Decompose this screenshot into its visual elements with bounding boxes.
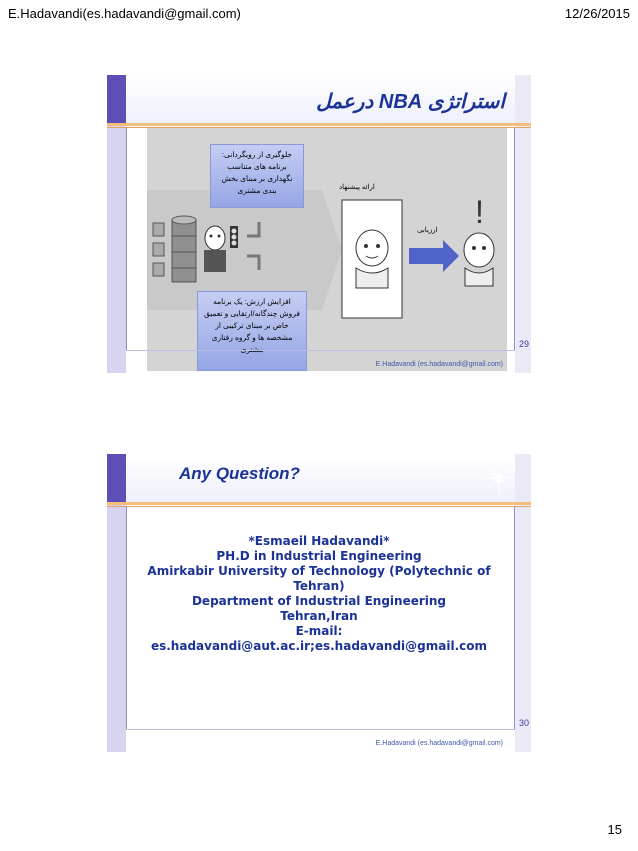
header-date: 12/26/2015	[564, 6, 630, 21]
value-increase-box: افزایش ارزش: یک برنامه فروش چندگانه/ارتقایی و تعمیق خاص بر مبنای ترکیبی از مشخصه ها و گروه رفتاری	[197, 291, 307, 371]
slide-title-rule	[107, 502, 531, 505]
slide-title-rule	[107, 123, 531, 126]
contact-block	[107, 534, 531, 654]
slide-footer-text: E.Hadavandi (es.hadavandi@gmail.com)	[375, 361, 503, 368]
slide-left-bar-top	[107, 454, 126, 502]
slide-title: Any Question?	[179, 464, 300, 483]
contact-university: Amirkabir University of Technology (Polytechnic of	[147, 564, 491, 578]
database-icon	[172, 216, 196, 282]
header-author-email: E.Hadavandi(es.hadavandi@gmail.com)	[8, 6, 241, 21]
offer-label: ارائه پیشنهاد	[339, 184, 375, 191]
nba-strategy-diagram	[147, 128, 507, 371]
contact-university-cont: Tehran)	[293, 579, 345, 593]
exclamation-icon: !	[475, 194, 484, 230]
slide-right-bar	[515, 75, 531, 373]
slide-title-rule-thin	[107, 506, 531, 507]
slide-right-border	[514, 127, 515, 351]
contact-email-label: E-mail:	[295, 624, 343, 638]
evaluation-label: ارزیابی	[417, 227, 438, 234]
document-icons	[153, 223, 164, 276]
page-number: 15	[607, 822, 622, 837]
evaluation-arrow	[409, 240, 459, 272]
customer-service-icon	[356, 230, 388, 288]
slide-footer-divider	[126, 350, 515, 351]
slide-footer-text: E.Hadavandi (es.hadavandi@gmail.com)	[375, 740, 503, 747]
traffic-light-icon	[230, 226, 238, 248]
contact-degree: PH.D in Industrial Engineering	[216, 549, 422, 563]
slide-left-bar-top	[107, 75, 126, 123]
slide-footer-divider	[126, 729, 515, 730]
customer-icon	[464, 233, 494, 286]
contact-location: Tehran,Iran	[280, 609, 358, 623]
contact-name: *Esmaeil Hadavandi*	[248, 534, 390, 548]
retention-box: جلوگیری از رویگردانی: برنامه های متناسب نگهداری بر مبنای بخش بندی مشتری	[210, 144, 304, 208]
sparkle-icon	[479, 458, 519, 498]
contact-emails[interactable]: es.hadavandi@aut.ac.ir;es.hadavandi@gmail.com	[150, 639, 488, 653]
slide-29	[107, 75, 531, 373]
slide-left-bar	[107, 123, 126, 373]
slide-number: 30	[518, 718, 529, 728]
slide-30	[107, 454, 531, 752]
slide-number: 29	[518, 339, 529, 349]
slide-left-border	[126, 127, 127, 351]
slide-title: استراتژی NBA درعمل	[316, 91, 505, 113]
contact-department: Department of Industrial Engineering	[191, 594, 447, 608]
